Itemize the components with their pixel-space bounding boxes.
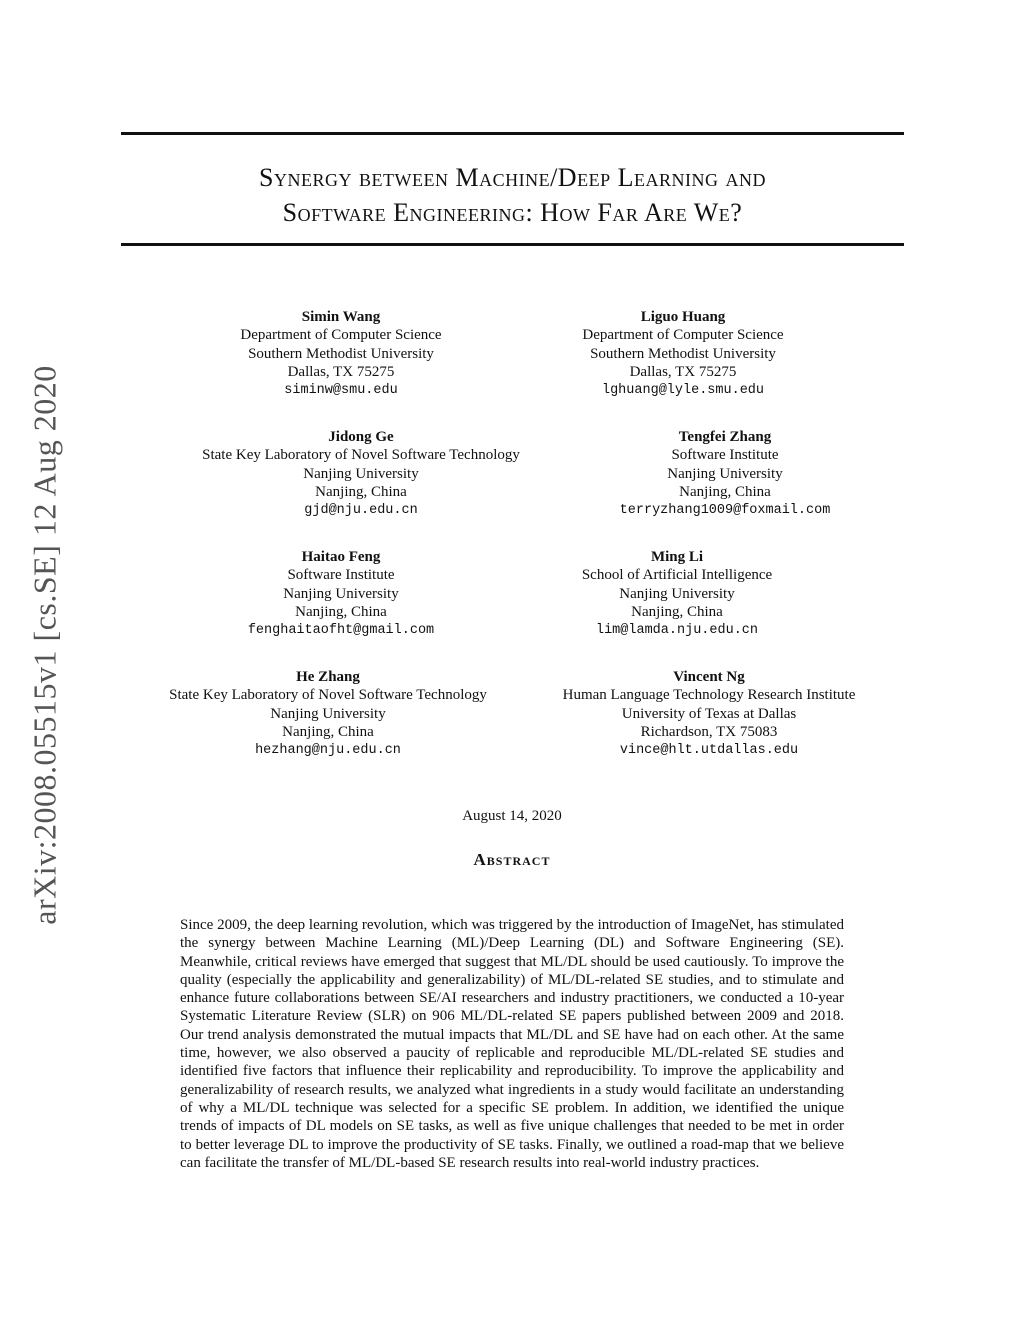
author-affiliation-line: Southern Methodist University — [590, 345, 776, 362]
author-block — [248, 548, 434, 640]
author-affiliation-line: Department of Computer Science — [240, 327, 442, 344]
author-affiliation-line: Human Language Technology Research Institute — [562, 687, 856, 704]
author-email: terryzhang1009@foxmail.com — [619, 503, 831, 519]
author-affiliation-line: Software Institute — [671, 447, 779, 464]
author-affiliation-line: Dallas, TX 75275 — [629, 363, 737, 380]
author-block — [202, 428, 520, 520]
author-email: fenghaitaofht@gmail.com — [247, 623, 435, 639]
author-affiliation-line: Department of Computer Science — [582, 327, 784, 344]
publication-date: August 14, 2020 — [462, 808, 562, 824]
author-name: He Zhang — [296, 669, 360, 685]
author-affiliation-line: Nanjing University — [303, 465, 419, 482]
author-affiliation-line: Nanjing University — [283, 585, 399, 602]
abstract-body: Since 2009, the deep learning revolution, which was triggered by the introduction of ImageNet, has stimulated the synergy between Machine Learning (ML)/Deep Learning (DL) and Software Engineering (SE). Meanwhile, critical reviews have emerged that suggest that ML/DL should be used cautiously. To improve the quality (especially the applicability and generalizability) of ML/DL-related SE studies, and to stimulate and enhance future collaborations between SE/AI researchers and industry practitioners, we conducted a 10-year Systematic Literature Review (SLR) on 906 ML/DL-related SE papers published between 2009 and 2018. Our trend analysis demonstrated the mutual impacts that ML/DL and SE have had on each other. At the same time, however, we also observed a paucity of replicable and reproducible ML/DL-related SE studies and identified five factors that influence their replicability and reproducibility. To improve the applicability and generalizability of research results, we analyzed what ingredients in a study would facilitate an understanding of why a ML/DL technique was selected for a specific SE problem. In addition, we identified the unique trends of impacts of DL models on SE tasks, as well as five unique challenges that needed to be met in order to better leverage DL to improve the productivity of SE tasks. Finally, we outlined a road-map that we believe can facilitate the transfer of ML/DL-based SE research results into real-world industry practices. — [180, 917, 844, 1171]
author-email: lghuang@lyle.smu.edu — [601, 383, 765, 399]
author-affiliation-line: Nanjing University — [270, 705, 386, 722]
author-affiliation-line: Nanjing, China — [282, 723, 374, 740]
author-block — [582, 308, 783, 400]
abstract-heading: Abstract — [473, 850, 551, 869]
author-name: Vincent Ng — [673, 669, 745, 685]
author-email: lim@lamda.nju.edu.cn — [595, 623, 759, 639]
author-affiliation-line: Southern Methodist University — [248, 345, 434, 362]
author-email: vince@hlt.utdallas.edu — [619, 743, 799, 759]
author-affiliation-line: Software Institute — [287, 567, 395, 584]
author-email: gjd@nju.edu.cn — [304, 503, 418, 519]
author-block — [620, 428, 831, 520]
author-affiliation-line: Nanjing University — [619, 585, 735, 602]
author-block — [582, 548, 772, 640]
arxiv-stamp-text: arXiv:2008.05515v1 [cs.SE] 12 Aug 2020 — [26, 365, 63, 925]
author-name: Tengfei Zhang — [678, 429, 772, 445]
author-block — [169, 668, 487, 760]
author-affiliation-line: State Key Laboratory of Novel Software Technology — [169, 687, 487, 704]
author-affiliation-line: Nanjing, China — [679, 483, 771, 500]
title-bottom-rule — [121, 243, 904, 246]
author-affiliation-line: Nanjing University — [667, 465, 783, 482]
author-name: Jidong Ge — [328, 429, 394, 445]
author-affiliation-line: Richardson, TX 75083 — [640, 723, 778, 740]
author-name: Haitao Feng — [301, 549, 381, 565]
author-block — [240, 308, 441, 400]
author-name: Ming Li — [650, 549, 704, 565]
title-top-rule — [121, 132, 904, 135]
author-affiliation-line: State Key Laboratory of Novel Software Technology — [202, 447, 520, 464]
author-affiliation-line: Nanjing, China — [315, 483, 407, 500]
author-affiliation-line: Nanjing, China — [295, 603, 387, 620]
author-affiliation-line: University of Texas at Dallas — [621, 705, 797, 722]
author-name: Liguo Huang — [640, 309, 726, 325]
author-affiliation-line: School of Artificial Intelligence — [581, 567, 773, 584]
paper-title-line-2: Software Engineering: How Far Are We? — [282, 198, 743, 227]
paper-title-line-1: Synergy between Machine/Deep Learning and — [259, 163, 766, 192]
author-affiliation-line: Nanjing, China — [631, 603, 723, 620]
author-email: siminw@smu.edu — [284, 383, 398, 399]
author-affiliation-line: Dallas, TX 75275 — [287, 363, 395, 380]
paper-title — [121, 160, 904, 230]
author-block — [563, 668, 856, 760]
author-email: hezhang@nju.edu.cn — [255, 743, 401, 759]
author-name: Simin Wang — [301, 309, 381, 325]
